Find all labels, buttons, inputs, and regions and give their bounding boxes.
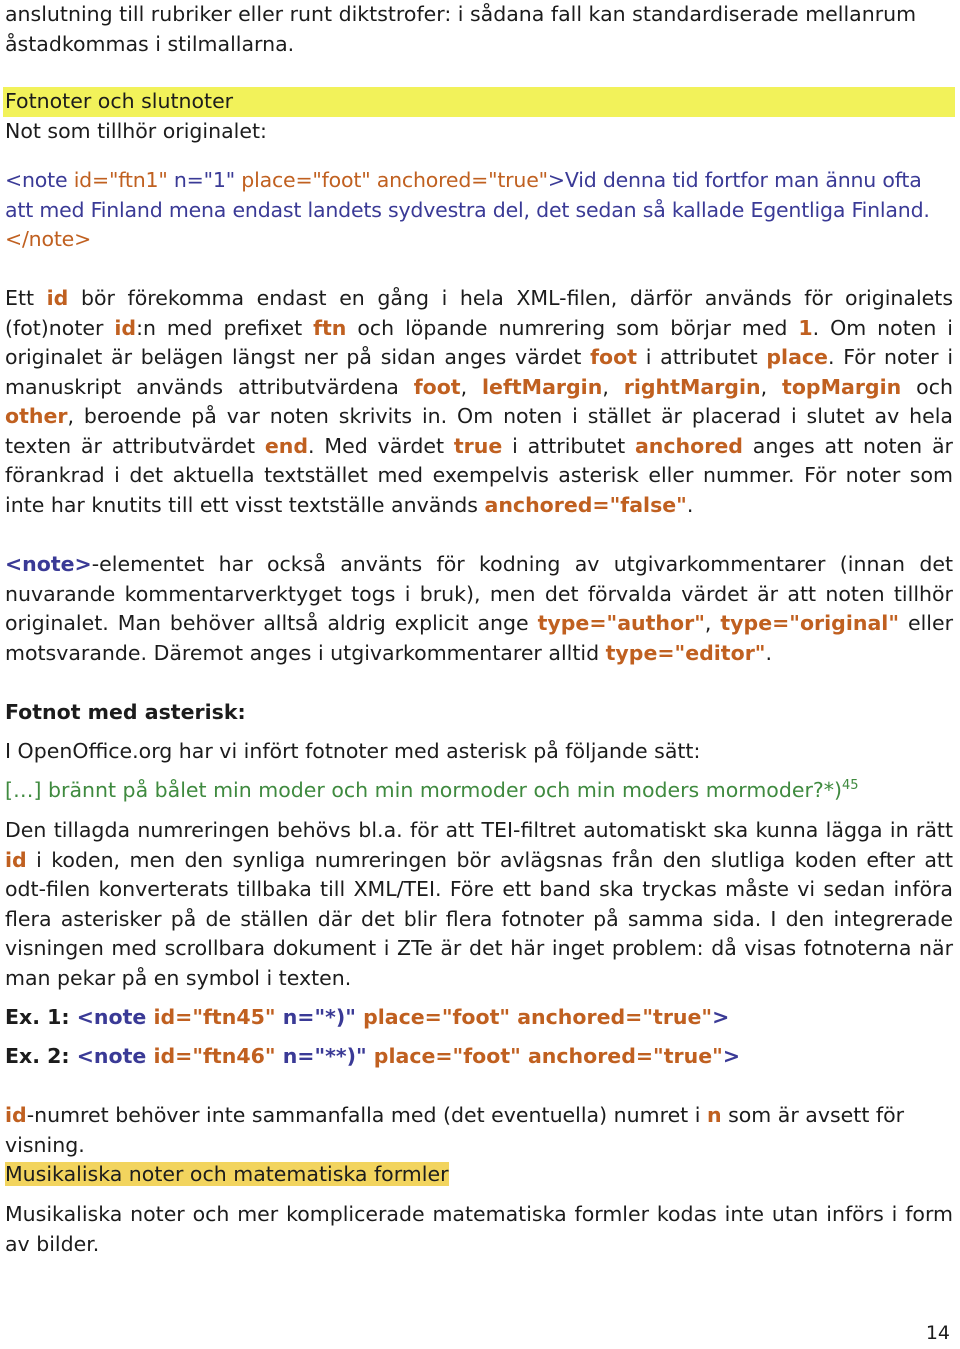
paragraph-id-rules: Ett id bör förekomma endast en gång i hela XML-filen, därför används för originalets (fot)noter id:n med prefixet ftn och löpande numrering som börjar med 1. Om noten i originalet är belägen längst ner på sidan anges värdet foot i attributet place. För noter i manuskript används attributvärdena foot, leftMargin, rightMargin, topMargin och other, beroende på var noten skrivits in. Om noten i stället är placerad i slutet av hela texten är attributvärdet end. Med värdet true i attributet anchored anges att noten är förankrad i det aktuella textstället med exempelvis asterisk eller nummer. För noter som inte har knutits till ett visst textställe används anchored="false". [5, 286, 954, 517]
quote-example: […] brännt på bålet min moder och min mormoder och min moders mormoder?*)$^{45}$ [5, 778, 859, 802]
paragraph-numbering: Den tillagda numreringen behövs bl.a. för att TEI-filtret automatiskt ska kunna lägga in rätt id i koden, men den synliga numreringen bör avlägsnas från den slutliga koden efter att odt-filen konverterats tillbaka till XML/TEI. Före ett band ska tryckas måste vi sedan införa flera asterisker på de ställen där det blir flera fotnoter på samma sida. I den integrerade visningen med scrollbara dokument i ZTe är det här inget problem: då visas fotnoterna när man pekar på en symbol i texten. [5, 818, 953, 990]
paragraph-music-math: Musikaliska noter och mer komplicerade matematiska formler kodas inte utan införs i form av bilder. [5, 1202, 953, 1256]
note-example-1: <note id="ftn1" n="1" place="foot" anchored="true">Vid denna tid fortfor man ännu ofta att med Finland mena endast landets sydvestra del, det sedan så kallade Egentliga Finland.</note> [5, 168, 930, 251]
heading-asterisk-footnote: Fotnot med asterisk: [5, 700, 246, 724]
paragraph-id-number: id-numret behöver inte sammanfalla med (det eventuella) numret i n som är avsett för visning. [5, 1103, 905, 1157]
intro-line-1: anslutning till rubriker eller runt diktstrofer: i sådana fall kan standardiserade mellanrum [5, 2, 917, 26]
heading-footnotes: Fotnoter och slutnoter [5, 89, 234, 113]
example-2: Ex. 2: <note id="ftn46" n="**)" place="foot" anchored="true"> [5, 1044, 741, 1068]
footnote-ref: 45 [842, 778, 859, 794]
example-1: Ex. 1: <note id="ftn45" n="*)" place="foot" anchored="true"> [5, 1005, 730, 1029]
page-number: 14 [925, 1322, 950, 1344]
subheading-original-notes: Not som tillhör originalet: [5, 119, 267, 143]
paragraph-intro [5, 0, 953, 59]
paragraph-note-element: <note>-elementet har också använts för kodning av utgivarkommentarer (innan det nuvarande kommentarverktyget togs i bruk), men det förvalda värdet är att noten tillhör originalet. Man behöver alltså aldrig explicit ange type="author", type="original" eller motsvarande. Däremot anges i utgivarkommentarer alltid type="editor". [5, 552, 954, 665]
paragraph-openoffice: I OpenOffice.org har vi infört fotnoter med asterisk på följande sätt: [5, 739, 701, 763]
intro-line-2: åstadkommas i stilmallarna. [5, 31, 295, 56]
heading-music-math: Musikaliska noter och matematiska formler [5, 1162, 449, 1186]
